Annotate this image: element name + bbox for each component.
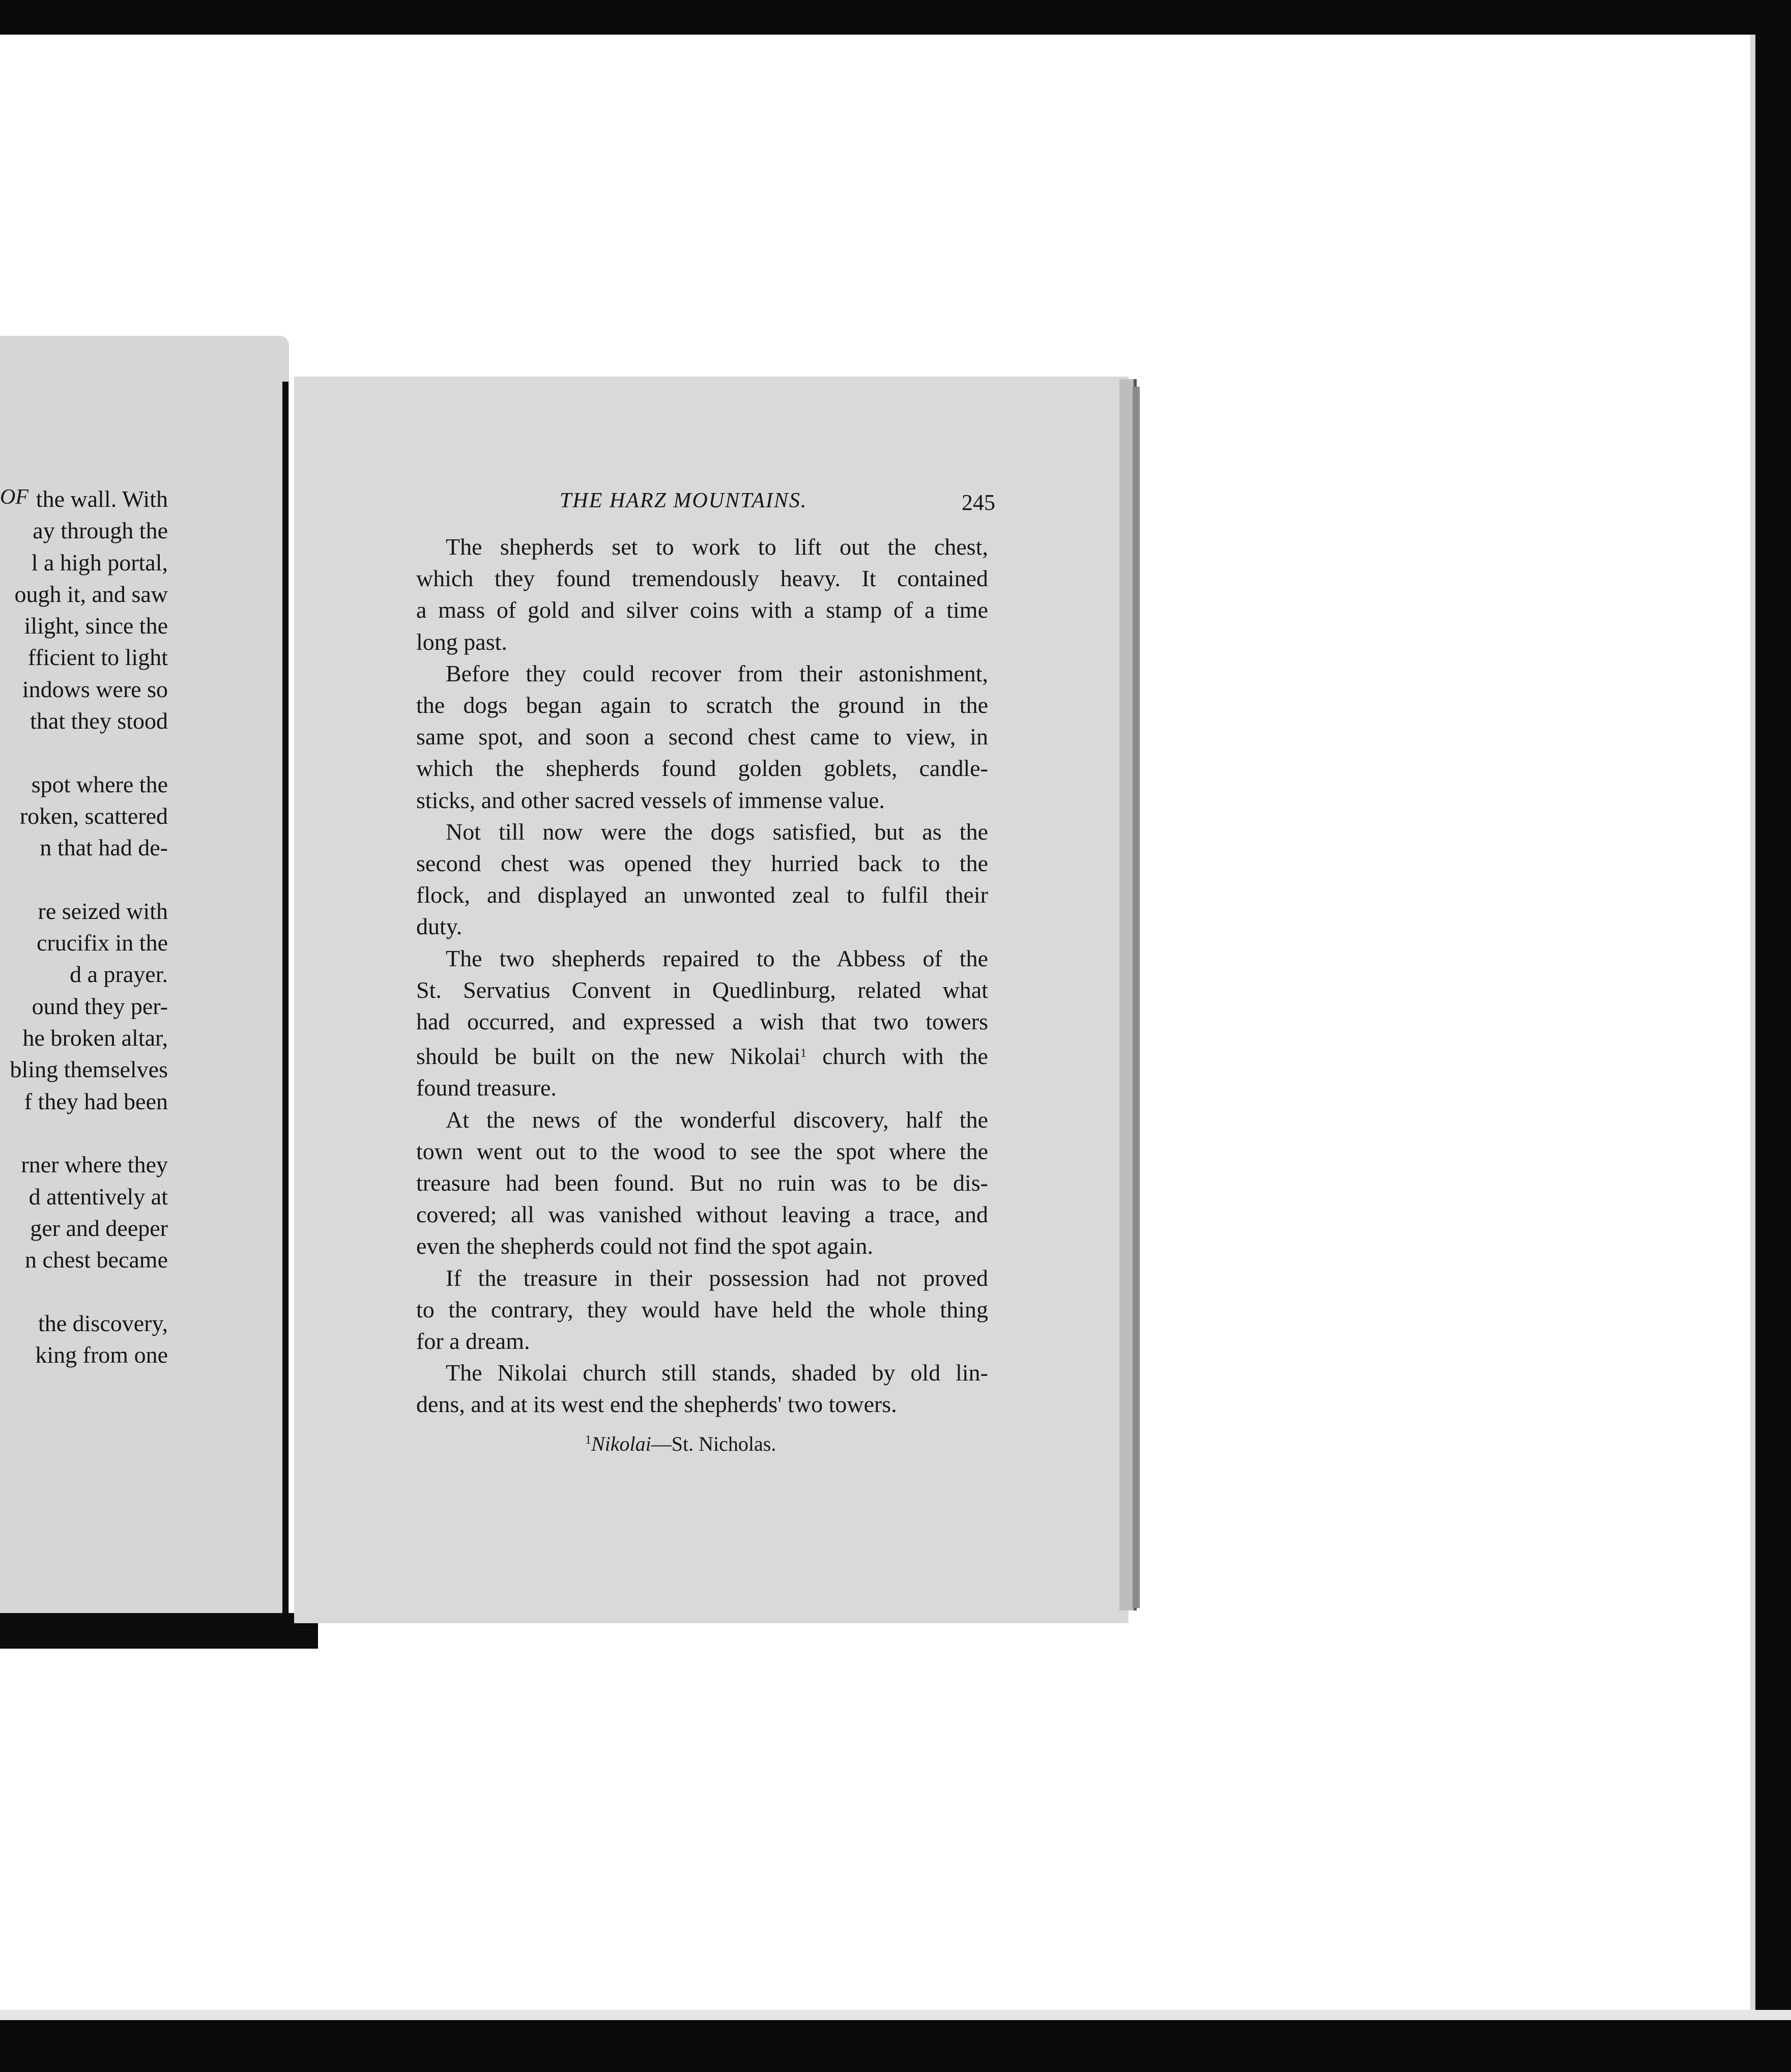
left-page-line: ilight, since the <box>24 613 168 639</box>
scan-border-inner <box>1750 35 1755 2010</box>
text-line: St. Servatius Convent in Quedlinburg, related what <box>416 976 988 1003</box>
left-page-line <box>0 864 168 896</box>
left-page-line <box>0 737 168 768</box>
left-page-line <box>0 1117 168 1149</box>
text-line: At the news of the wonderful discovery, half the <box>446 1106 988 1133</box>
left-page-line: fficient to light <box>27 644 168 671</box>
left-page-line: bling themselves <box>10 1056 168 1083</box>
text-line: treasure had been found. But no ruin was to be dis- <box>416 1170 988 1196</box>
left-running-head: OF <box>0 485 28 509</box>
left-page-line: he broken altar, <box>22 1025 168 1051</box>
left-page-line: the wall. With <box>36 486 168 512</box>
footnote-term: Nikolai <box>591 1432 651 1455</box>
left-page-line: roken, scattered <box>19 802 168 829</box>
left-page-line: the discovery, <box>38 1310 168 1336</box>
text-line: covered; all was vanished without leaving a trace, and <box>416 1201 988 1228</box>
text-line: The Nikolai church still stands, shaded by old lin- <box>446 1360 988 1386</box>
text-line: The two shepherds repaired to the Abbess of the <box>446 945 988 971</box>
footnote-reference: 1 <box>800 1047 806 1060</box>
page-number: 245 <box>962 490 995 515</box>
scan-border-top <box>0 0 1791 35</box>
text-line: for a dream. <box>416 1328 530 1355</box>
left-page-line: n chest became <box>25 1247 168 1273</box>
text-line: even the shepherds could not find the spot again. <box>416 1233 874 1259</box>
left-page-line: re seized with <box>38 898 168 924</box>
text-line: If the treasure in their possession had not proved <box>446 1264 988 1291</box>
left-page-line <box>0 1276 168 1307</box>
left-page-line: king from one <box>35 1342 168 1368</box>
footnote-marker: 1 <box>585 1433 591 1447</box>
running-head: THE HARZ MOUNTAINS. <box>560 489 807 512</box>
left-page-line: ound they per- <box>32 993 168 1019</box>
text-line: Before they could recover from their astonishment, <box>446 660 988 686</box>
text-line: same spot, and soon a second chest came to view, in <box>416 724 988 750</box>
left-page-shadow <box>0 1613 318 1649</box>
text-line: a mass of gold and silver coins with a stamp of a time <box>416 597 988 623</box>
left-page-line: f they had been <box>24 1088 168 1114</box>
text-line: second chest was opened they hurried back to the <box>416 850 988 877</box>
line-text: church with the <box>806 1043 988 1070</box>
paragraph <box>416 1104 988 1262</box>
text-line <box>416 1038 988 1072</box>
left-page-line: l a high portal, <box>31 549 168 575</box>
paragraph <box>416 1357 988 1420</box>
text-line: flock, and displayed an unwonted zeal to fulfil their <box>416 882 988 908</box>
left-page-line: that they stood <box>30 708 168 734</box>
left-page-line: d a prayer. <box>70 961 168 988</box>
paragraph <box>416 816 988 943</box>
text-line: sticks, and other sacred vessels of immense value. <box>416 787 885 813</box>
left-page-line: ough it, and saw <box>14 581 168 607</box>
left-page-line: ay through the <box>33 517 168 544</box>
text-line: which they found tremendously heavy. It contained <box>416 565 988 592</box>
paragraph <box>416 531 988 658</box>
left-page-line: rner where they <box>21 1152 168 1178</box>
footnote <box>585 1432 776 1456</box>
text-line: The shepherds set to work to lift out the chest, <box>446 534 988 560</box>
text-line: had occurred, and expressed a wish that two towers <box>416 1009 988 1035</box>
left-page-line: crucifix in the <box>36 930 168 956</box>
text-line: which the shepherds found golden goblets, candle- <box>416 755 988 782</box>
text-line: Not till now were the dogs satisfied, but as the <box>446 818 988 845</box>
left-page-text <box>0 483 168 1371</box>
text-line: found treasure. <box>416 1075 557 1101</box>
right-page-edge-shadow <box>1133 387 1140 1608</box>
scan-border-right <box>1750 0 1791 2072</box>
text-line: duty. <box>416 913 463 940</box>
paragraph <box>416 1262 988 1358</box>
left-page-line: spot where the <box>31 771 168 797</box>
text-line: town went out to the wood to see the spot where the <box>416 1138 988 1164</box>
text-line: the dogs began again to scratch the ground in the <box>416 692 988 718</box>
paragraph <box>416 943 988 1104</box>
scan-border-strip <box>0 2010 1791 2020</box>
left-page-line: n that had de- <box>40 834 168 861</box>
body-text <box>416 531 988 1421</box>
text-line: long past. <box>416 628 507 655</box>
left-page-line: indows were so <box>22 676 168 702</box>
text-line: to the contrary, they would have held the whole thing <box>416 1296 988 1322</box>
paragraph <box>416 658 988 816</box>
text-line: dens, and at its west end the shepherds' two towers. <box>416 1391 897 1418</box>
footnote-text: —St. Nicholas. <box>651 1432 776 1455</box>
line-text: should be built on the new Nikolai <box>416 1043 800 1070</box>
book-spine <box>282 382 288 1613</box>
left-page-line: ger and deeper <box>30 1215 168 1241</box>
left-page-line: d attentively at <box>28 1183 168 1210</box>
